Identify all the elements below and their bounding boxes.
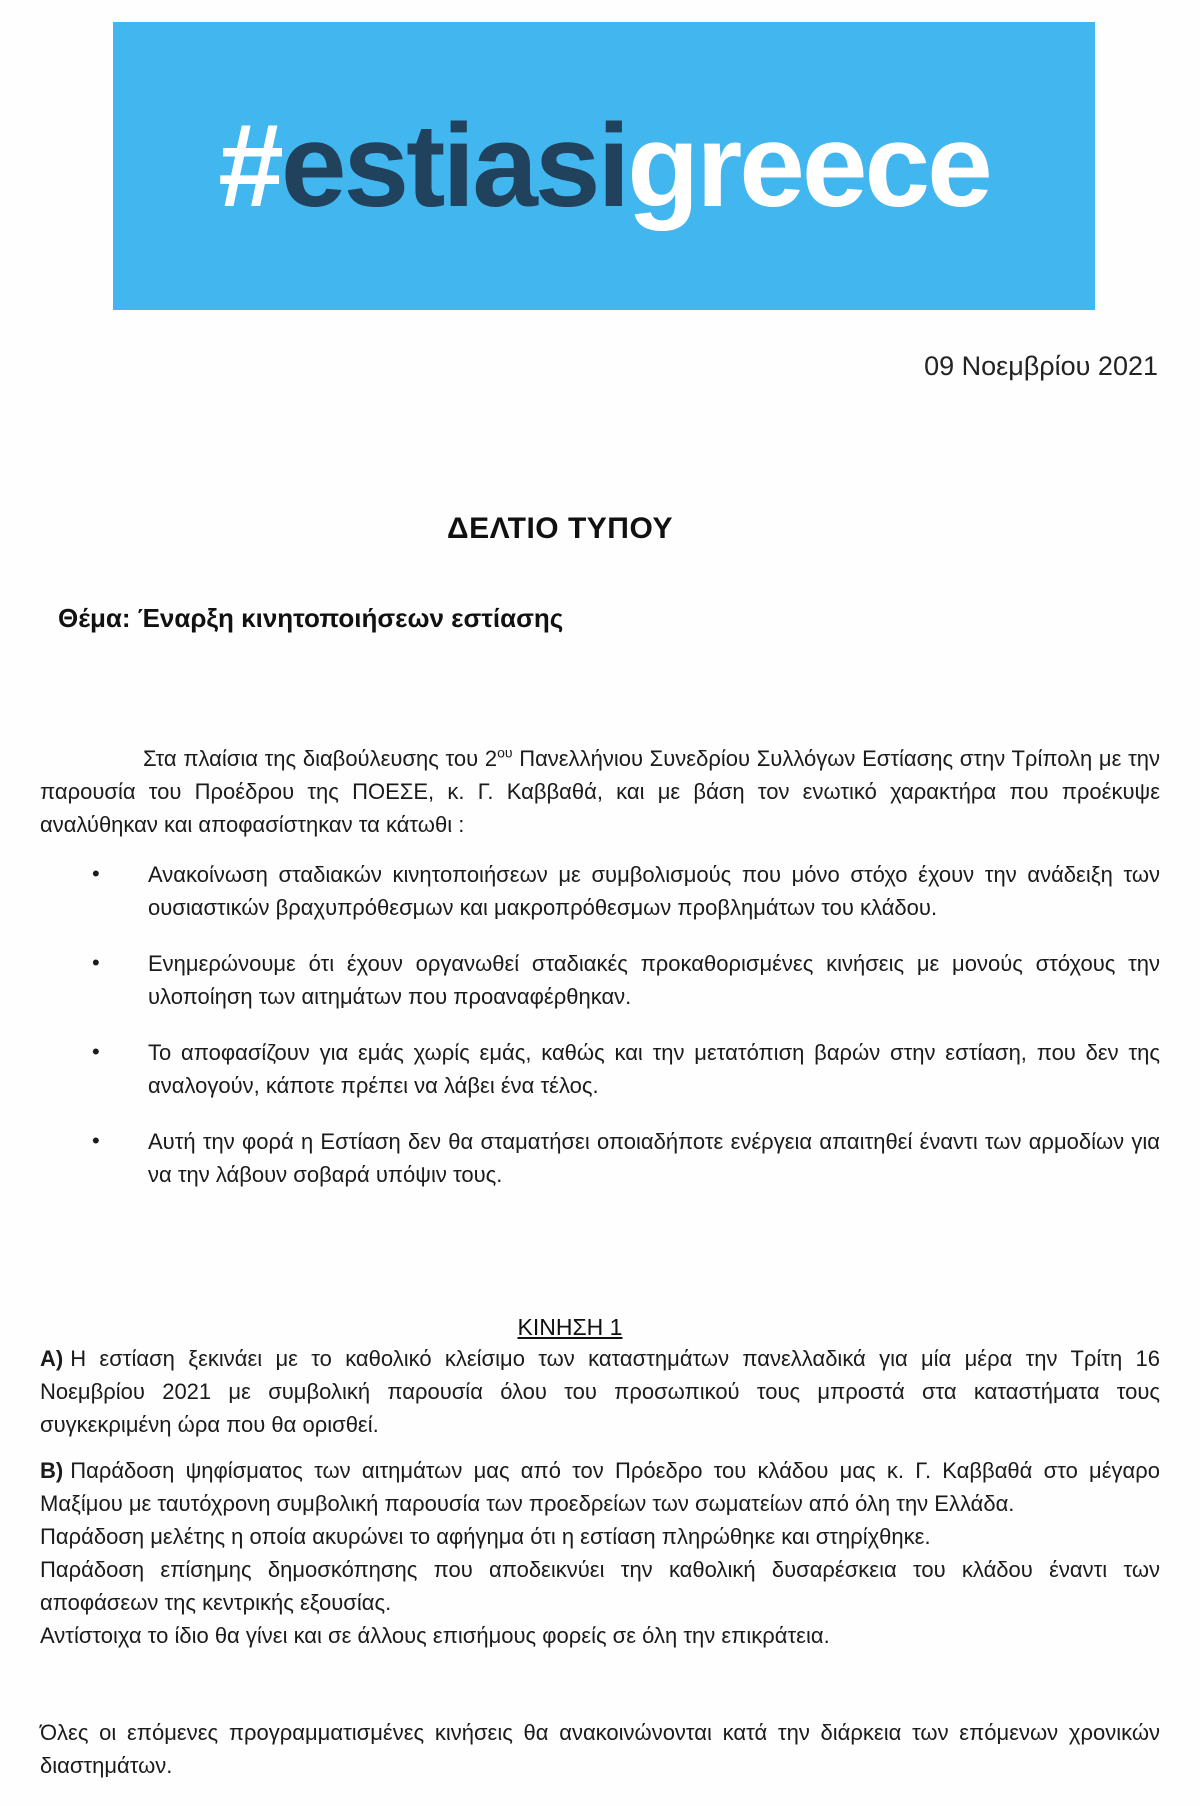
estiasigreece-logo-banner [113,22,1095,310]
bullet-text: Ανακοίνωση σταδιακών κινητοποιήσεων με συμβολισμούς που μόνο στόχο έχουν την ανάδειξη των ουσιαστικών βραχυπρόθεσμων και μακροπρόθεσμων προβλημάτων του κλάδου. [148,862,1160,920]
bullet-text: Αυτή την φορά η Εστίαση δεν θα σταματήσει οποιαδήποτε ενέργεια απαιτηθεί έναντι των αρμοδίων για να την λάβουν σοβαρά υπόψιν τους. [148,1129,1160,1187]
closing-paragraph: Όλες οι επόμενες προγραμματισμένες κινήσεις θα ανακοινώνονται κατά την διάρκεια των επόμενων χρονικών διαστημάτων. [40,1720,1160,1778]
bullet-icon: • [92,861,100,886]
item-b-label: Β) [40,1458,64,1483]
intro-text-part2: Πανελλήνιου Συνεδρίου Συλλόγων Εστίασης στην Τρίπολη με την παρουσία του Προέδρου της ΠΟΕΣΕ, κ. Γ. Καββαθά, και με βάση τον ενωτικό χαρακτήρα που προέκυψε αναλύθηκαν και αποφασίστηκαν τα κάτωθι : [40,746,1160,837]
bullet-text: Ενημερώνουμε ότι έχουν οργανωθεί σταδιακές προκαθορισμένες κινήσεις με μονούς στόχους την υλοποίηση των αιτημάτων που προαναφέρθηκαν. [148,951,1160,1009]
subject-line: Θέμα: Έναρξη κινητοποιήσεων εστίασης [58,603,564,633]
item-b-extra-line: Παράδοση επίσημης δημοσκόπησης που αποδεικνύει την καθολική δυσαρέσκεια του κλάδου έναντι των αποφάσεων της κεντρικής εξουσίας. [40,1557,1160,1615]
intro-paragraph [40,742,1160,841]
bullet-text: Το αποφασίζουν για εμάς χωρίς εμάς, καθώς και την μετατόπιση βαρών στην εστίαση, που δεν της αναλογούν, κάποτε πρέπει να λάβει ένα τέλος. [148,1040,1160,1098]
document-title: ΔΕΛΤΙΟ ΤΥΠΟΥ [447,512,673,545]
logo-text-estiasi: estiasi [280,100,628,232]
bullet-icon: • [92,950,100,975]
logo-hash-symbol: # [218,100,281,232]
item-b-extra-line: Αντίστοιχα το ίδιο θα γίνει και σε άλλους επισήμους φορείς σε όλη την επικράτεια. [40,1623,830,1648]
list-item [40,947,1160,1013]
list-item [40,1125,1160,1191]
item-a-paragraph [40,1342,1160,1441]
list-item [40,858,1160,924]
bullet-icon: • [92,1039,100,1064]
ordinal-superscript: ου [497,744,513,761]
item-b-paragraph [40,1454,1160,1520]
item-a-text: Η εστίαση ξεκινάει με το καθολικό κλείσιμο των καταστημάτων πανελλαδικά για μία μέρα την Τρίτη 16 Νοεμβρίου 2021 με συμβολική παρουσία όλου του προσωπικού τους μπροστά στα καταστήματα τους συγκεκριμένη ώρα που θα ορισθεί. [40,1346,1160,1437]
list-item [40,1036,1160,1102]
section-heading [0,1314,1140,1341]
item-b-block [40,1454,1160,1652]
section-heading-text: ΚΙΝΗΣΗ 1 [517,1314,623,1340]
item-b-extra-line: Παράδοση μελέτης η οποία ακυρώνει το αφήγημα ότι η εστίαση πληρώθηκε και στηρίχθηκε. [40,1524,931,1549]
document-date: 09 Νοεμβρίου 2021 [924,351,1158,381]
item-a-label: Α) [40,1346,64,1371]
item-b-text: Παράδοση ψηφίσματος των αιτημάτων μας από τον Πρόεδρο του κλάδου μας κ. Γ. Καββαθά στο μέγαρο Μαξίμου με ταυτόχρονη συμβολική παρουσία των προεδρείων των σωματείων από όλη την Ελλάδα. [40,1458,1160,1516]
bullet-list [40,858,1160,1214]
intro-text-part1: Στα πλαίσια της διαβούλευσης του 2 [143,746,498,771]
bullet-icon: • [92,1128,100,1153]
estiasigreece-logo [218,100,990,232]
logo-text-greece: greece [627,100,990,232]
